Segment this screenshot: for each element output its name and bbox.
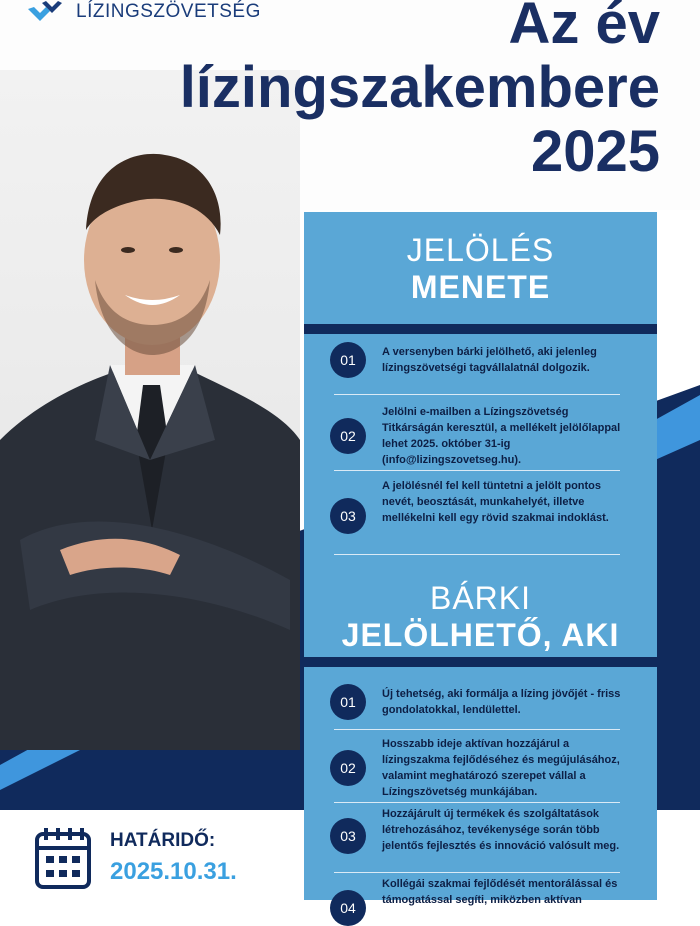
- title-line-3: 2025: [530, 119, 660, 184]
- section2-item-3: [324, 806, 640, 872]
- deadline-text: [110, 830, 237, 886]
- number-badge: 04: [330, 890, 366, 926]
- number-badge: 01: [330, 684, 366, 720]
- section1-item-2: [324, 402, 640, 472]
- section2-divider-bar: [304, 657, 657, 667]
- info-panel: [304, 212, 657, 916]
- separator: [334, 554, 620, 555]
- logo-mark-icon: [28, 1, 66, 23]
- item-text: A versenyben bárki jelölhető, aki jelenleg lízingszövetségi tagvállalatnál dolgozik.: [382, 346, 597, 374]
- deadline-date: 2025.10.31.: [110, 858, 237, 885]
- number-badge: 03: [330, 498, 366, 534]
- item-text: Hosszabb ideje aktívan hozzájárul a lízingszakma fejlődéséhez és megújulásához, valamint meghatározó szerepet vállal a Lízingszövetség munkájában.: [382, 738, 620, 798]
- item-text: Hozzájárult új termékek és szolgáltatások létrehozásához, tevékenysége során több jelentős fejlesztés és innováció valósult meg.: [382, 808, 620, 852]
- section2-item-1: [324, 684, 640, 724]
- deadline-block: [34, 826, 237, 890]
- deadline-label: HATÁRIDŐ:: [110, 830, 216, 851]
- logo-text: LÍZINGSZÖVETSÉG: [76, 1, 261, 22]
- number-badge: 03: [330, 818, 366, 854]
- number-badge: 02: [330, 750, 366, 786]
- number-badge: 02: [330, 418, 366, 454]
- section2-heading-bold: JELÖLHETŐ, AKI: [341, 617, 620, 653]
- section1-heading: [304, 232, 657, 306]
- section2-heading: [304, 580, 657, 654]
- item-text: Kollégái szakmai fejlődését mentorálással és támogatással segíti, miközben aktívan: [382, 878, 618, 906]
- item-text: A jelölésnél fel kell tüntetni a jelölt pontos nevét, beosztását, munkahelyét, illetve mellékelni kell egy rövid szakmai indoklást.: [382, 480, 609, 524]
- section1-heading-light: JELÖLÉS: [406, 232, 555, 268]
- separator: [334, 729, 620, 730]
- item-text: Új tehetség, aki formálja a lízing jövőjét - friss gondolatokkal, lendülettel.: [382, 688, 621, 716]
- section1-divider-bar: [304, 324, 657, 334]
- section2-item-4: [324, 876, 640, 916]
- page-title: [180, 0, 660, 184]
- separator: [334, 394, 620, 395]
- section1-heading-bold: MENETE: [410, 269, 551, 305]
- item-text: Jelölni e-mailben a Lízingszövetség Titkárságán keresztül, a mellékelt jelölőlappal lehet 2025. október 31-ig (info@lizingszovetseg.hu).: [382, 406, 621, 466]
- section2-item-2: [324, 736, 640, 802]
- separator: [334, 802, 620, 803]
- section1-item-1: [324, 340, 640, 390]
- man-in-suit-photo: [0, 110, 300, 750]
- title-line-2: lízingszakembere: [179, 55, 660, 120]
- calendar-icon: [34, 826, 92, 890]
- section1-item-3: [324, 478, 640, 548]
- separator: [334, 470, 620, 471]
- separator: [334, 872, 620, 873]
- number-badge: 01: [330, 342, 366, 378]
- section2-heading-light: BÁRKI: [429, 580, 532, 616]
- title-line-1: Az év: [508, 0, 660, 56]
